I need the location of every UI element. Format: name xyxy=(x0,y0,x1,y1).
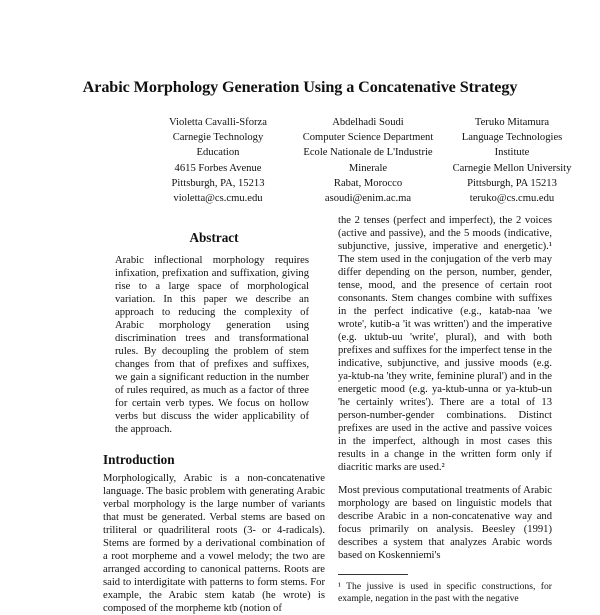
body-paragraph-2: Most previous computational treatments of Arabic morphology are based on linguistic models that describe Arabic in a non-concatenative way and focus primarily on analysis. Beesley (1991) describes a system that analyzes Arabic words based on Koskenniemi's xyxy=(338,485,552,561)
footnote-divider xyxy=(338,574,408,575)
author-name: Teruko Mitamura xyxy=(474,117,550,128)
paper-title: Arabic Morphology Generation Using a Concatenative Strategy xyxy=(82,78,518,96)
body-paragraph-1: the 2 tenses (perfect and imperfect), the 2 voices (active and passive), and the 5 moods (indicative, subjunctive, jussive, imperative and energetic).¹ The stem used in the conjugation of the verb may differ depending on the person, number, gender, tense, mood, and the presence of certain root consonants. Stem changes combine with suffixes in the perfect indicative (e.g., katab-naa 'we wrote', kutib-a 'it was written') and the imperative (e.g. uktub-uu 'write', plural), and with both prefixes and suffixes for the imperfect tense in the indicative, subjunctive, and jussive moods (e.g. ya-ktub-na 'they write, feminine plural') and in the energetic mood (e.g. ya-ktub-unna or ya-ktub-un 'he certainly writes'). There are a total of 13 person-number-gender combinations. Distinct prefixes are used in the active and passive voices in the imperfect, although in most cases this results in a change in the written form only if diacritic marks are used.² xyxy=(338,215,552,473)
author-block-1 xyxy=(148,115,288,206)
author-affiliation: Pittsburgh, PA 15213 xyxy=(467,177,557,189)
left-column xyxy=(103,226,325,615)
author-affiliation: Ecole Nationale de L'Industrie xyxy=(303,147,433,159)
author-affiliation: Education xyxy=(196,147,240,159)
abstract-heading: Abstract xyxy=(189,230,239,245)
author-email: teruko@cs.cmu.edu xyxy=(469,193,555,205)
author-affiliation: 4615 Forbes Avenue xyxy=(174,162,262,174)
author-affiliation: Pittsburgh, PA, 15213 xyxy=(171,177,265,189)
abstract-text: Arabic inflectional morphology requires infixation, prefixation and suffixation, giving rise to a large space of morphological variation. In this paper we describe an approach to reducing the complexity of Arabic morphology generation using discrimination trees and transformational rules. By decoupling the problem of stem changes from that of prefixes and suffixes, we gain a significant reduction in the number of rules required, as much as a factor of three for certain verb types. We focus on hollow verbs but discuss the wider applicability of the approach. xyxy=(115,255,309,435)
author-affiliation: Minerale xyxy=(348,162,388,174)
author-affiliation: Carnegie Mellon University xyxy=(452,162,572,174)
author-affiliation: Computer Science Department xyxy=(302,132,434,144)
author-name: Abdelhadi Soudi xyxy=(332,117,404,128)
author-email: violetta@cs.cmu.edu xyxy=(173,193,263,205)
footnote: ¹ The jussive is used in specific constructions, for example, negation in the past with the negative xyxy=(338,581,552,604)
author-affiliation: Rabat, Morocco xyxy=(333,177,403,189)
author-block-2 xyxy=(298,115,438,206)
author-affiliation: Language Technologies xyxy=(461,132,563,144)
author-name: Violetta Cavalli-Sforza xyxy=(169,117,267,128)
author-block-3 xyxy=(442,115,582,206)
author-affiliation: Institute xyxy=(494,147,530,159)
right-column xyxy=(338,214,552,604)
introduction-text: Morphologically, Arabic is a non-concatenative language. The basic problem with generating Arabic verbal morphology is the large number of variants that must be generated. Verbal stems are based on triliteral or quadriliteral roots (3- or 4-radicals). Stems are formed by a derivational combination of a root morpheme and a vowel melody; the two are arranged according to canonical patterns. Roots are said to interdigitate with patterns to form stems. For example, the Arabic stem katab (he wrote) is composed of the morpheme ktb (notion of xyxy=(103,473,325,614)
introduction-heading: Introduction xyxy=(103,452,175,467)
author-email: asoudi@enim.ac.ma xyxy=(324,193,412,205)
author-affiliation: Carnegie Technology xyxy=(172,132,264,144)
